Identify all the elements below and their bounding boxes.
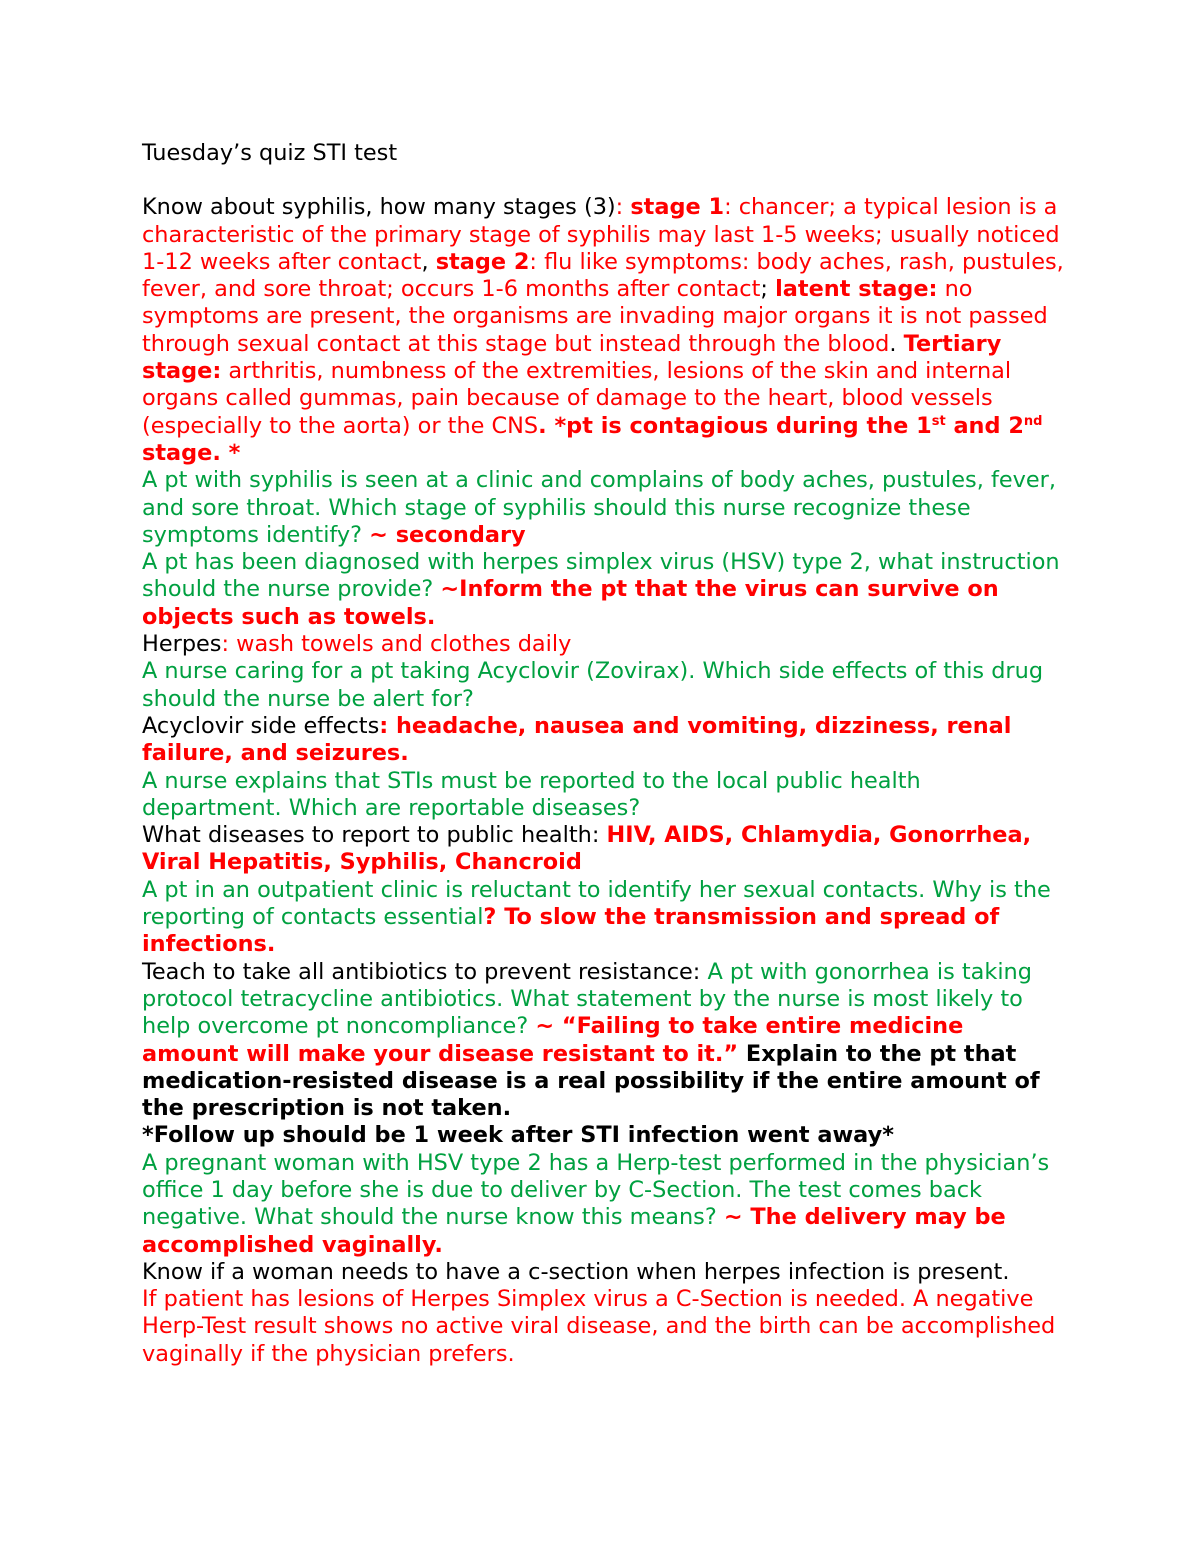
tertiary-stage-label: Tertiary stage: — [142, 330, 1002, 385]
latent-stage-label: latent stage: — [775, 276, 938, 303]
stage-separator-comma: , — [421, 248, 436, 275]
document-title: Tuesday’s quiz STI test — [142, 140, 398, 166]
question-text: A pregnant woman with HSV type 2 has a Herp-test performed in the physician’s office 1 day before she is due to deliver by C-Section. The test comes back negative. What should the nurse know this means? — [142, 1149, 1050, 1231]
contagious-note-a: . *pt is contagious during the 1 — [538, 412, 932, 439]
syphilis-stages-paragraph — [142, 194, 1067, 467]
stage-2-label: stage 2 — [435, 248, 530, 275]
csection-text: If patient has lesions of Herpes Simplex virus a C-Section is needed. A negative Herp-Test result shows no active viral disease, and the birth can be accomplished vaginally if the physician prefers. — [142, 1286, 1056, 1367]
stage-1-label: stage 1 — [630, 194, 725, 221]
acyclovir-side-effects — [142, 713, 1067, 768]
herpes-label: Herpes — [142, 631, 222, 658]
answer-text: HIV, AIDS, Chlamydia, Gonorrhea, Viral Hepatitis, Syphilis, Chancroid — [142, 822, 1032, 876]
latent-stage-text: no symptoms are present, the organisms are invading major organs it is not passed through sexual contact at this stage but instead through the blood — [142, 276, 1048, 357]
question-text: A pt with syphilis is seen at a clinic and complains of body aches, pustules, fever, and sore throat. Which stage of syphilis should this nurse recognize these symptoms identify? — [142, 467, 1056, 548]
answer-text: ~Inform the pt that the virus can survive on objects such as towels. — [142, 576, 999, 630]
answer-text: : headache, nausea and vomiting, dizziness, renal failure, and seizures. — [142, 712, 1012, 767]
antibiotics-label: Teach to take all antibiotics to prevent resistance: — [142, 958, 708, 985]
question-herp-test — [142, 1150, 1067, 1259]
tertiary-stage-text: arthritis, numbness of the extremities, lesions of the skin and internal organs called gummas, pain because of damage to the heart, blood vessels (especially to the aorta) or the CNS — [142, 358, 1012, 439]
herpes-note — [142, 631, 1067, 658]
stage-separator-semicolon: ; — [760, 276, 776, 303]
latent-period: . — [889, 330, 904, 357]
question-reportable-diseases: A nurse explains that STIs must be reported to the local public health department. Which are reportable diseases? — [142, 767, 921, 821]
contagious-note-c: stage. * — [142, 439, 241, 466]
question-syphilis-stage — [142, 467, 1067, 549]
superscript-st: st — [931, 413, 946, 429]
explain-text: Explain to the pt that medication-resisted disease is a real possibility if the entire amount of the prescription is not taken. — [142, 1040, 1040, 1122]
document-page — [142, 140, 1067, 1368]
question-contact-reporting — [142, 877, 1067, 959]
question-text: A pt in an outpatient clinic is reluctant to identify her sexual contacts. Why is the reporting of contacts essential — [142, 876, 1051, 931]
answer-text: ~ “Failing to take entire medicine amount will make your disease resistant to it.” — [142, 1013, 964, 1067]
contagious-note-b: and 2 — [945, 412, 1024, 439]
acyclovir-label: Acyclovir side effects — [142, 712, 380, 739]
question-acyclovir: A nurse caring for a pt taking Acyclovir (Zovirax). Which side effects of this drug should the nurse be alert for? — [142, 658, 1044, 712]
answer-text: ~ The delivery may be accomplished vaginally. — [142, 1204, 1006, 1258]
answer-text: ? To slow the transmission and spread of infections. — [142, 904, 1000, 958]
stage-1-text: : chancer; a typical lesion is a characteristic of the primary stage of syphilis may last 1-5 weeks; usually noticed 1-12 weeks after contact — [142, 194, 1060, 275]
answer-text: ~ secondary — [369, 521, 526, 548]
csection-label: Know if a woman needs to have a c-section when herpes infection is present. — [142, 1258, 1010, 1285]
reportable-diseases — [142, 822, 1067, 877]
syphilis-colon: : — [615, 194, 631, 221]
question-hsv-instruction — [142, 549, 1067, 631]
antibiotics-paragraph — [142, 959, 1067, 1123]
stage-2-text: : flu like symptoms: body aches, rash, pustules, fever, and sore throat; occurs 1-6 months after contact — [142, 248, 1064, 303]
syphilis-intro: Know about syphilis, how many stages (3) — [142, 194, 616, 221]
question-text: A pt with gonorrhea is taking protocol tetracycline antibiotics. What statement by the nurse is most likely to help overcome pt noncompliance? — [142, 958, 1032, 1040]
superscript-nd: nd — [1023, 413, 1043, 429]
herpes-text: : wash towels and clothes daily — [221, 631, 572, 658]
question-text: A pt has been diagnosed with herpes simplex virus (HSV) type 2, what instruction should the nurse provide? — [142, 549, 1060, 603]
report-label: What diseases to report to public health: — [142, 822, 607, 849]
followup-note: *Follow up should be 1 week after STI infection went away* — [142, 1122, 894, 1149]
